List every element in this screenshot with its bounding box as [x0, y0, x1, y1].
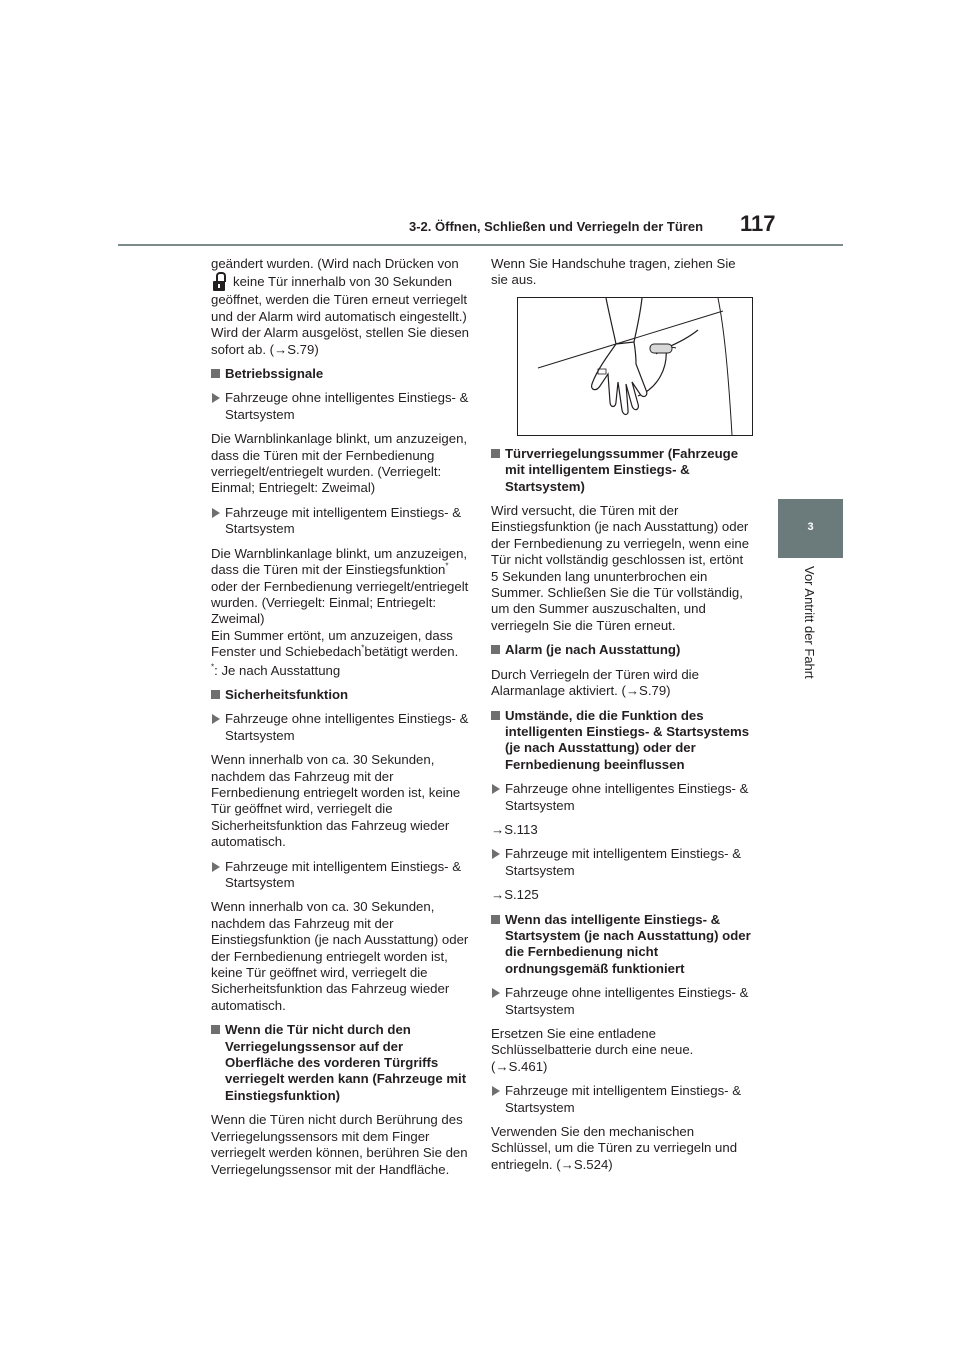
paragraph-summer-info: Wird versucht, die Türen mit der Einstiegsfunktion (je nach Ausstattung) oder der Fernbedienung zu verriegeln, wenn eine Tür nicht vollständig geschlossen ist, ertönt 5 Sekunden lang ununterbrochen ein Summer. Schließen Sie die Tür vollständig, um den Summer auszuschalten, und verriegeln Sie die Türen erneut. [491, 503, 750, 633]
paragraph-handschuhe: Wenn Sie Handschuhe tragen, ziehen Sie sie aus. [491, 256, 736, 288]
square-bullet-icon [211, 369, 220, 378]
paragraph-mechanischer-schluessel: Verwenden Sie den mechanischen Schlüssel, um die Türen zu verriegeln und entriegeln. (→S.524) [491, 1124, 738, 1172]
footnote-marker: * [445, 561, 449, 571]
chapter-number: 3 [807, 521, 814, 533]
footnote: *: Je nach Ausstattung [211, 662, 341, 678]
square-bullet-icon [491, 711, 500, 720]
subheading-mit-4: Fahrzeuge mit intelligentem Einstiegs- & Startsystem [491, 1083, 753, 1116]
footnote-marker: * [361, 643, 365, 653]
door-handle-illustration [517, 297, 753, 436]
footnote-marker: * [211, 662, 215, 672]
paragraph-warnblink-2: Die Warnblinkanlage blinkt, um anzuzeigen, dass die Türen mit der Einstiegsfunktion* oder der Fernbedienung verriegelt/entriegelt wurden. (Verriegelt: Einmal; Entriegelt: Zweimal) [211, 545, 469, 627]
triangle-bullet-icon [492, 849, 500, 859]
subheading-mit-2: Fahrzeuge mit intelligentem Einstiegs- & Startsystem [211, 859, 469, 892]
subheading-mit-3: Fahrzeuge mit intelligentem Einstiegs- & Startsystem [491, 846, 753, 879]
header-divider [118, 244, 843, 246]
heading-verriegelungssensor: Wenn die Tür nicht durch den Verriegelungssensor auf der Oberfläche des vorderen Türgriffs verriegelt werden kann (Fahrzeuge mit Einstiegsfunktion) [211, 1022, 469, 1104]
triangle-bullet-icon [492, 988, 500, 998]
chapter-tab [778, 499, 843, 558]
subheading-ohne-2: Fahrzeuge ohne intelligentes Einstiegs- & Startsystem [211, 711, 469, 744]
heading-tuerverriegelungssummer: Türverriegelungssummer (Fahrzeuge mit intelligentem Einstiegs- & Startsystem) [491, 446, 753, 495]
text-p1-b: keine Tür innerhalb von 30 Sekunden geöffnet, werden die Türen erneut verriegelt und der Alarm wird automatisch eingestellt.) Wird der Alarm ausgelöst, stellen Sie diesen sofort ab. (→S.79) [211, 274, 470, 357]
paragraph-sicherheit-2: Wenn innerhalb von ca. 30 Sekunden, nachdem das Fahrzeug mit der Einstiegsfunktion (je nach Ausstattung) oder der Fernbedienung entriegelt worden ist, keine Tür geöffnet wird, verriegelt die Sicherheitsfunktion das Fahrzeug wieder automatisch. [211, 899, 469, 1013]
paragraph-batterie: Ersetzen Sie eine entladene Schlüsselbatterie durch eine neue. (→S.461) [491, 1026, 694, 1074]
paragraph-summer: Ein Summer ertönt, um anzuzeigen, dass Fenster und Schiebedach*betätigt werden. [211, 627, 459, 660]
left-column [211, 256, 469, 1186]
triangle-bullet-icon [212, 393, 220, 403]
page-reference-113: →S.113 [491, 821, 538, 837]
chapter-label: Vor Antritt der Fahrt [802, 566, 817, 679]
square-bullet-icon [211, 1025, 220, 1034]
triangle-bullet-icon [212, 714, 220, 724]
paragraph-sicherheit-1: Wenn innerhalb von ca. 30 Sekunden, nachdem das Fahrzeug mit der Fernbedienung entriegelt worden ist, keine Tür geöffnet wird, verriegelt die Sicherheitsfunktion das Fahrzeug wieder automatisch. [211, 752, 461, 850]
heading-betriebssignale: Betriebssignale [211, 366, 469, 382]
square-bullet-icon [491, 645, 500, 654]
subheading-ohne-3: Fahrzeuge ohne intelligentes Einstiegs- & Startsystem [491, 781, 753, 814]
square-bullet-icon [491, 449, 500, 458]
heading-sicherheitsfunktion: Sicherheitsfunktion [211, 687, 469, 703]
square-bullet-icon [211, 690, 220, 699]
text-p1-a: geändert wurden. (Wird nach Drücken von [211, 256, 459, 271]
subheading-ohne-4: Fahrzeuge ohne intelligentes Einstiegs- & Startsystem [491, 985, 753, 1018]
subheading-mit-1: Fahrzeuge mit intelligentem Einstiegs- & Startsystem [211, 505, 469, 538]
triangle-bullet-icon [212, 862, 220, 872]
lock-button-icon [211, 272, 227, 292]
paragraph-alarm: Durch Verriegeln der Türen wird die Alarmanlage aktiviert. (→S.79) [491, 666, 699, 699]
page-number: 117 [740, 211, 776, 236]
square-bullet-icon [491, 915, 500, 924]
triangle-bullet-icon [492, 784, 500, 794]
heading-nicht-ordnungsgemaess: Wenn das intelligente Einstiegs- & Startsystem (je nach Ausstattung) oder die Fernbedienung nicht ordnungsgemäß funktioniert [491, 912, 753, 978]
hand-on-handle-drawing [518, 298, 752, 435]
right-column [491, 256, 753, 1181]
subheading-ohne-1: Fahrzeuge ohne intelligentes Einstiegs- & Startsystem [211, 390, 469, 423]
section-title: 3-2. Öffnen, Schließen und Verriegeln der Türen [409, 219, 704, 234]
page-reference-125: →S.125 [491, 887, 539, 903]
heading-alarm: Alarm (je nach Ausstattung) [491, 642, 753, 658]
triangle-bullet-icon [212, 508, 220, 518]
triangle-bullet-icon [492, 1086, 500, 1096]
paragraph-warnblink-1: Die Warnblinkanlage blinkt, um anzuzeigen, dass die Türen mit der Fernbedienung verriegelt/entriegelt wurden. (Verriegelt: Einmal; Entriegelt: Zweimal) [211, 431, 468, 496]
heading-umstaende: Umstände, die die Funktion des intelligenten Einstiegs- & Startsystems (je nach Ausstattung) oder der Fernbedienung beeinflussen [491, 708, 753, 774]
paragraph-sensor: Wenn die Türen nicht durch Berührung des Verriegelungssensors mit dem Finger verriegelt werden können, berühren Sie den Verriegelungssensor mit der Handfläche. [211, 1112, 468, 1177]
paragraph-alarm-intro [211, 256, 469, 358]
